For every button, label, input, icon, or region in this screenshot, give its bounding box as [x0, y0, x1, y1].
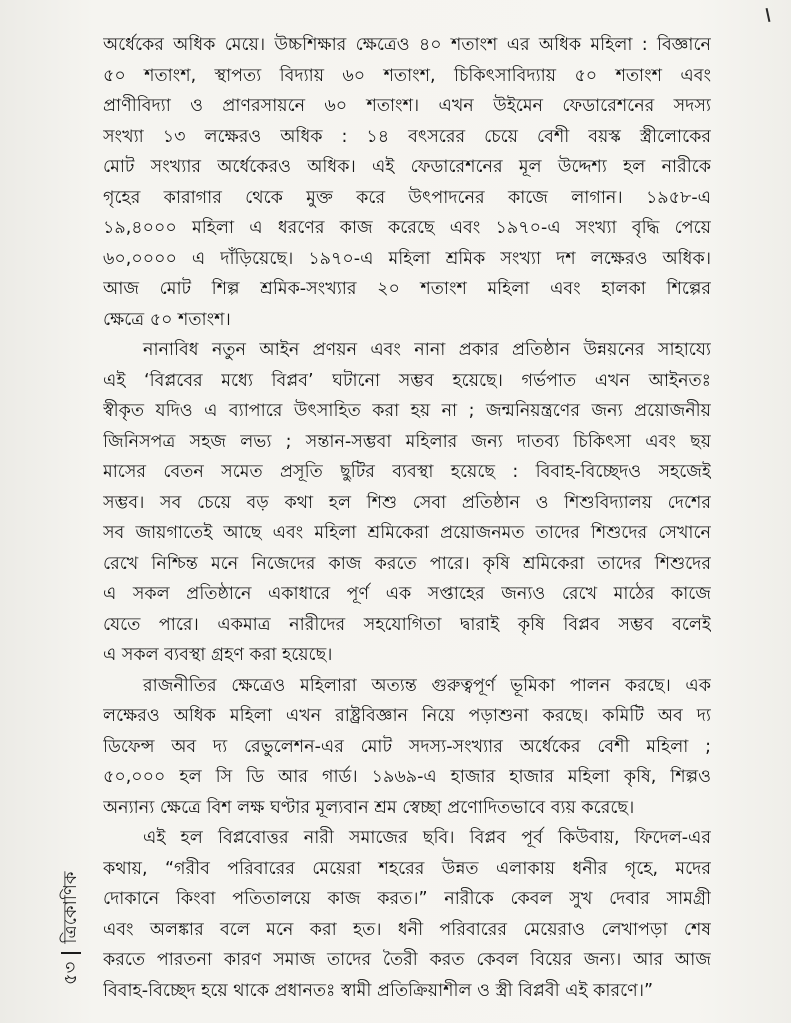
- text-line: যেতে পারে। একমাত্র নারীদের সহযোগিতা দ্বারাই কৃষি বিপ্লব সম্ভব বলেই: [103, 614, 711, 635]
- text-line: এবং অলঙ্কার বলে মনে করা হত। ধনী পরিবারের মেয়েরাও লেখাপড়া শেষ: [103, 919, 711, 940]
- text-line: এই হল বিপ্লবোত্তর নারী সমাজের ছবি। বিপ্লব পূর্ব কিউবায়, ফিদেল-এর: [143, 828, 711, 848]
- text-line: দোকানে কিংবা পতিতালয়ে কাজ করত।” নারীকে কেবল সুখ দেবার সামগ্রী: [103, 889, 711, 909]
- text-line: এ সকল ব্যবস্থা গ্রহণ করা হয়েছে।: [103, 645, 333, 665]
- text-line: জিনিসপত্র সহজ লভ্য ; সন্তান-সম্ভবা মহিলার জন্য দাতব্য চিকিৎসা এবং ছয়: [103, 431, 711, 452]
- text-line: ৫০ শতাংশ, স্থাপত্য বিদ্যায় ৬০ শতাংশ, চিকিৎসাবিদ্যায় ৫০ শতাংশ এবং: [103, 65, 711, 86]
- margin-note: [56, 872, 87, 985]
- scan-mark: [766, 8, 771, 22]
- text-line: সব জায়গাতেই আছে এবং মহিলা শ্রমিকেরা প্রয়োজনমত তাদের শিশুদের সেখানে: [103, 523, 711, 543]
- text-line: অন্যান্য ক্ষেত্রে বিশ লক্ষ ঘণ্টার মূল্যবান শ্রম স্বেচ্ছা প্রণোদিতভাবে ব্যয় করেছে।: [103, 797, 635, 818]
- divider: [61, 952, 81, 954]
- text-line: মাসের বেতন সমেত প্রসূতি ছুটির ব্যবস্থা হয়েছে : বিবাহ-বিচ্ছেদও সহজেই: [103, 462, 711, 482]
- text-line: আজ মোট শিল্প শ্রমিক-সংখ্যার ২০ শতাংশ মহিলা এবং হালকা শিল্পের: [103, 279, 711, 299]
- text-line: ক্ষেত্রে ৫০ শতাংশ।: [103, 309, 231, 330]
- paragraph: [103, 671, 711, 824]
- text-line: নানাবিধ নতুন আইন প্রণয়ন এবং নানা প্রকার প্রতিষ্ঠান উন্নয়নের সাহায্যে: [143, 340, 711, 360]
- text-line: সংখ্যা ১৩ লক্ষেরও অধিক : ১৪ বৎসরের চেয়ে বেশী বয়স্ক স্ত্রীলোকের: [103, 126, 711, 147]
- text-line: মোট সংখ্যার অর্ধেকেরও অধিক। এই ফেডারেশনের মূল উদ্দেশ্য হল নারীকে: [103, 157, 711, 177]
- text-line: লক্ষেরও অধিক মহিলা এখন রাষ্ট্রবিজ্ঞান নিয়ে পড়াশুনা করছে। কমিটি অব দ্য: [103, 706, 711, 726]
- text-line: রেখে নিশ্চিন্ত মনে নিজেদের কাজ করতে পারে। কৃষি শ্রমিকেরা তাদের শিশুদের: [103, 553, 711, 574]
- running-title: ত্রিকোণিক: [60, 871, 81, 944]
- text-line: গৃহের কারাগার থেকে মুক্ত করে উৎপাদনের কাজে লাগান। ১৯৫৮-এ: [103, 187, 711, 208]
- text-line: সম্ভব। সব চেয়ে বড় কথা হল শিশু সেবা প্রতিষ্ঠান ও শিশুবিদ্যালয় দেশের: [103, 492, 711, 513]
- text-line: অর্ধেকের অধিক মেয়ে। উচ্চশিক্ষার ক্ষেত্রেও ৪০ শতাংশ এর অধিক মহিলা : বিজ্ঞানে: [103, 35, 711, 55]
- text-line: কথায়, “গরীব পরিবারের মেয়েরা শহরের উন্নত এলাকায় ধনীর গৃহে, মদের: [103, 858, 711, 879]
- text-line: প্রাণীবিদ্যা ও প্রাণরসায়নে ৬০ শতাংশ। এখন উইমেন ফেডারেশনের সদস্য: [103, 96, 711, 116]
- text-line: রাজনীতির ক্ষেত্রেও মহিলারা অত্যন্ত গুরুত্বপূর্ণ ভূমিকা পালন করছে। এক: [143, 675, 711, 696]
- paragraph: [103, 30, 711, 335]
- page-number: ৫৩: [60, 961, 81, 985]
- text-line: ১৯,৪০০০ মহিলা এ ধরণের কাজ করেছে এবং ১৯৭০-এ সংখ্যা বৃদ্ধি পেয়ে: [103, 218, 711, 238]
- text-line: বিবাহ-বিচ্ছেদ হয়ে থাকে প্রধানতঃ স্বামী প্রতিক্রিয়াশীল ও স্ত্রী বিপ্লবী এই কারণে।”: [103, 980, 654, 1001]
- paragraph: [103, 823, 711, 1006]
- text-line: ৫০,০০০ হল সি ডি আর গার্ড। ১৯৬৯-এ হাজার হাজার মহিলা কৃষি, শিল্পও: [103, 767, 711, 787]
- body-text: [103, 30, 711, 1006]
- text-line: ৬০,০০০০ এ দাঁড়িয়েছে। ১৯৭০-এ মহিলা শ্রমিক সংখ্যা দশ লক্ষেরও অধিক।: [103, 248, 711, 269]
- text-line: এই ‘বিপ্লবের মধ্যে বিপ্লব’ ঘটানো সম্ভব হয়েছে। গর্ভপাত এখন আইনতঃ: [103, 370, 711, 391]
- text-line: করতে পারতনা কারণ সমাজ তাদের তৈরী করত কেবল বিয়ের জন্য। আর আজ: [103, 950, 711, 970]
- paragraph: [103, 335, 711, 671]
- text-line: এ সকল প্রতিষ্ঠানে একাধারে পূর্ণ এক সপ্তাহের জন্যও রেখে মাঠের কাজে: [103, 584, 711, 604]
- text-line: ডিফেন্স অব দ্য রেভুলেশন-এর মোট সদস্য-সংখ্যার অর্ধেকের বেশী মহিলা ;: [103, 736, 711, 757]
- text-line: স্বীকৃত যদিও এ ব্যাপারে উৎসাহিত করা হয় না ; জন্মনিয়ন্ত্রণের জন্য প্রয়োজনীয়: [103, 401, 711, 421]
